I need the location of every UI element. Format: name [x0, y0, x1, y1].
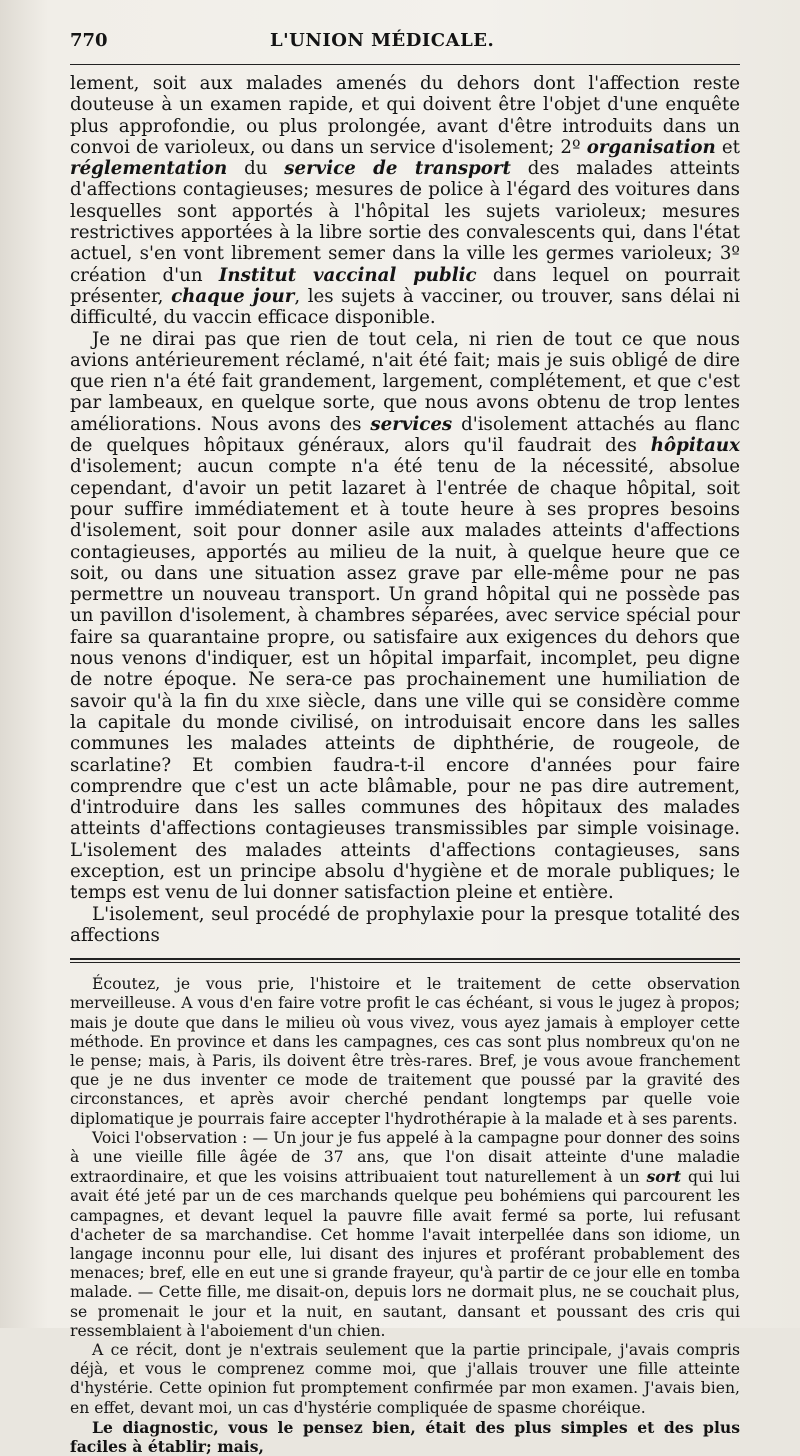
- text-run: e siècle, dans une ville qui se considère comme la capitale du monde civilisé, on introduisait encore dans les salles communes les malades atteints de diphthérie, de rougeole, de scarlatine? Et combien faudra-t-il encore d'années pour faire comprendre que c'est un acte blâmable, pour ne pas dire autrement, d'introduire dans les salles communes des hôpitaux des malades atteints d'affections contagieuses transmissibles par simple voisinage. L'isolement des malades atteints d'affections contagieuses, sans exception, est un principe absolu d'hygiène et de morale publiques; le temps est venu de lui donner satisfaction pleine et entière.: [70, 690, 740, 904]
- page-header: [70, 30, 740, 65]
- paragraph-1: [70, 73, 740, 329]
- footnote-separator: [70, 958, 740, 963]
- small-caps-run: xix: [266, 690, 290, 712]
- footnote-paragraph-1: Écoutez, je vous prie, l'histoire et le traitement de cette observation merveilleuse. A vous d'en faire votre profit le cas échéant, si vous le jugez à propos; mais je doute que dans le milieu où vous vivez, vous ayez jamais à employer cette méthode. En province et dans les campagnes, ces cas sont plus nombreux qu'on ne le pense; mais, à Paris, ils doivent être très-rares. Bref, je vous avoue franchement que je ne dus inventer ce mode de traitement que poussé par la gravité des circonstances, et après avoir cherché pendant longtemps par quelle voie diplomatique je pourrais faire accepter l'hydrothérapie à la malade et à ses parents.: [70, 975, 740, 1128]
- italic-run: chaque jour: [171, 285, 295, 307]
- text-run: d'isolement attachés au flanc de quelques hôpitaux généraux, alors qu'il faudrait des: [70, 413, 740, 457]
- main-text: [70, 73, 740, 946]
- italic-run: services: [370, 413, 453, 435]
- footnote-text: [70, 975, 740, 1456]
- text-run: qui lui avait été jeté par un de ces marchands quelque peu bohémiens qui parcourent les campagnes, et devant lequel la pauvre fille avait fermé sa porte, lui refusant d'acheter de sa marchandise. Cet homme l'avait interpellée dans son idiome, un langage inconnu pour elle, lui disant des injures et proférant probablement des menaces; bref, elle en eut une si grande frayeur, qu'à partir de ce jour elle en tomba malade. — Cette fille, me disait-on, depuis lors ne dormait plus, ne se couchait plus, se promenait le jour et la nuit, en sautant, dansant et poussant des cris qui ressemblaient à l'aboiement d'un chien.: [70, 1168, 740, 1340]
- italic-run: organisation: [586, 136, 716, 158]
- page-number: 770: [70, 30, 108, 51]
- italic-run: service de transport: [284, 158, 511, 180]
- italic-run: sort: [646, 1167, 682, 1187]
- text-run: Je ne dirai pas que rien de tout cela, ni rien de tout ce que nous avions antérieurement réclamé, n'ait été fait; mais je suis obligé de dire que rien n'a été fait grandement, largement, complétement, et que c'est par lambeaux, en quelque sorte, que nous avons obtenu de trop lentes améliorations. Nous avons des: [70, 328, 740, 435]
- paragraph-3: L'isolement, seul procédé de prophylaxie pour la presque totalité des affections: [70, 903, 740, 946]
- italic-run: réglementation: [70, 158, 228, 180]
- paragraph-2: [70, 329, 740, 904]
- text-run: du: [227, 158, 285, 180]
- text-run: et: [715, 136, 740, 158]
- running-title: L'UNION MÉDICALE.: [270, 30, 495, 51]
- footnote-paragraph-4: Le diagnostic, vous le pensez bien, était des plus simples et des plus faciles à établir; mais,: [70, 1417, 740, 1456]
- footnote-paragraph-2: [70, 1129, 740, 1341]
- text-run: des malades atteints d'affections contagieuses; mesures de police à l'égard des voitures dans lesquelles sont apportés à l'hôpital les sujets varioleux; mesures restrictives apportées à la libre sortie des convalescents qui, dans l'état actuel, s'en vont librement semer dans la ville les germes varioleux; 3º création d'un: [70, 158, 740, 286]
- footnote-paragraph-3: A ce récit, dont je n'extrais seulement que la partie principale, j'avais compris déjà, et vous le comprenez comme moi, que j'allais trouver une fille atteinte d'hystérie. Cette opinion fut promptement confirmée par mon examen. J'avais bien, en effet, devant moi, un cas d'hystérie compliquée de spasme choréique.: [70, 1341, 740, 1417]
- text-run: lement, soit aux malades amenés du dehors dont l'affection reste douteuse à un examen rapide, et qui doivent être l'objet d'une enquête plus approfondie, ou plus prolongée, avant d'être introduits dans un convoi de varioleux, ou dans un service d'isolement; 2º: [70, 73, 740, 158]
- italic-run: hôpitaux: [650, 435, 740, 457]
- text-run: , les sujets à vacciner, ou trouver, sans délai ni difficulté, du vaccin efficace disponible.: [70, 285, 741, 329]
- text-run: dans lequel on pourrait présenter,: [70, 264, 740, 307]
- text-run: Voici l'observation : — Un jour je fus appelé à la campagne pour donner des soins à une vieille fille âgée de 37 ans, que l'on disait atteinte d'une maladie extraordinaire, et que les voisins attribuaient tout naturellement à un: [70, 1128, 740, 1187]
- italic-run: Institut vaccinal public: [218, 264, 477, 286]
- text-run: d'isolement; aucun compte n'a été tenu de la nécessité, absolue cependant, d'avoir un petit lazaret à l'entrée de chaque hôpital, soit pour suffire immédiatement et à toute heure à ses propres besoins d'isolement, soit pour donner asile aux malades atteints d'affections contagieuses, apportés au milieu de la nuit, à quelque heure que ce soit, ou dans une situation assez grave par elle-même pour ne pas permettre un nouveau transport. Un grand hôpital qui ne possède pas un pavillon d'isolement, à chambres séparées, avec service spécial pour faire sa quarantaine propre, ou satisfaire aux exigences du dehors que nous venons d'indiquer, est un hôpital imparfait, incomplet, peu digne de notre époque. Ne sera-ce pas prochainement une humiliation de savoir qu'à la fin du: [70, 456, 740, 712]
